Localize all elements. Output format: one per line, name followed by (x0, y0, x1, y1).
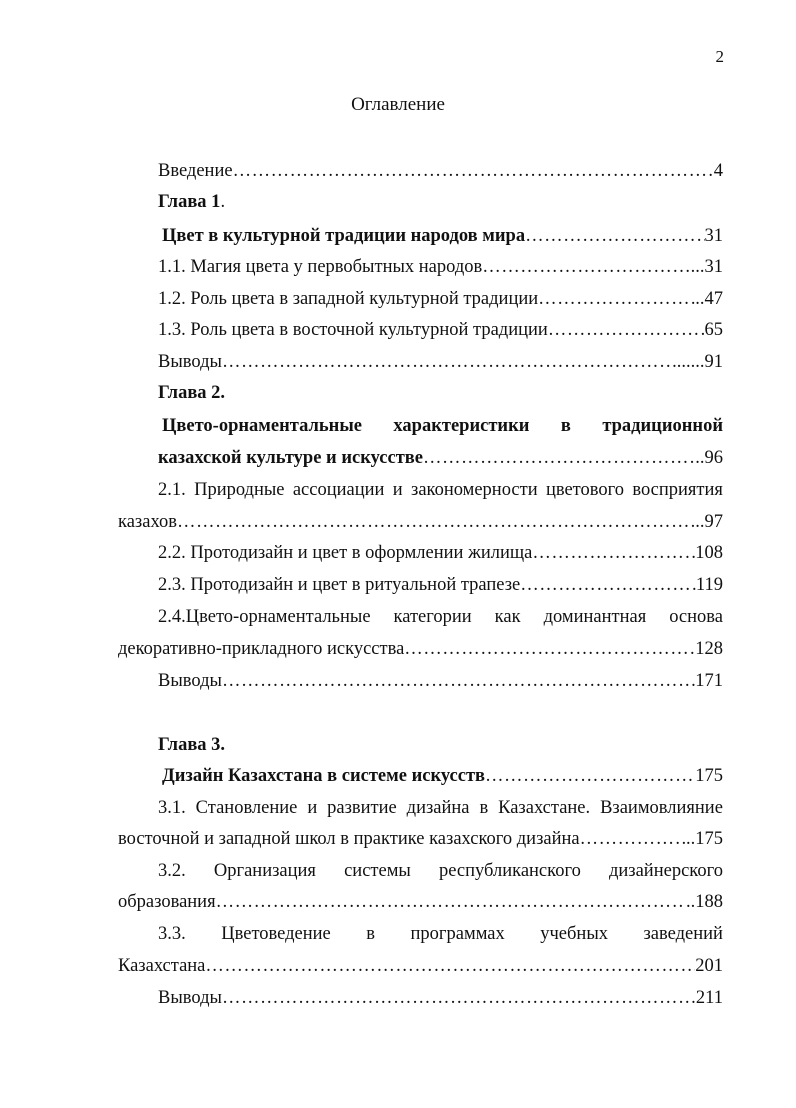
toc-entry-page: ..175 (686, 829, 723, 849)
word: учебных (540, 924, 608, 944)
toc-entry-2-1-line2 (118, 509, 723, 535)
word: 3.1. (158, 798, 186, 818)
word: 3.2. (158, 861, 186, 881)
toc-entry-page: 175 (695, 766, 723, 786)
leader-dots (580, 826, 686, 852)
chapter1-heading (158, 189, 723, 215)
toc-entry-text: Выводы (158, 671, 222, 691)
word: цветового (545, 480, 625, 500)
toc-entry-text: казахов (118, 512, 177, 532)
toc-entry-page: 4 (713, 161, 723, 181)
toc-entry-text: Выводы (158, 352, 222, 372)
toc-entry-text: 1.3. Роль цвета в восточной культурной традиции (158, 320, 548, 340)
chapter3-title (162, 763, 723, 789)
toc-entry-3-3-line2 (118, 953, 723, 979)
word: в (560, 416, 571, 436)
toc-entry-page: 201 (695, 956, 723, 976)
word: как (494, 607, 521, 627)
toc-entry-1-conclusions (158, 349, 723, 375)
toc-entry-text: Дизайн Казахстана в системе искусств (162, 766, 486, 786)
word: Природные (194, 480, 285, 500)
toc-entry-page: ...31 (690, 257, 723, 277)
page-number: 2 (715, 47, 724, 66)
leader-dots (205, 953, 695, 979)
leader-dots (404, 636, 695, 662)
toc-entry-3-1-line2 (118, 826, 723, 852)
word: характеристики (393, 416, 530, 436)
toc-entry-page: 171 (695, 671, 723, 691)
toc-entry-1-2 (158, 286, 723, 312)
leader-dots (548, 317, 705, 343)
word: закономерности (411, 480, 538, 500)
leader-dots (222, 668, 695, 694)
leader-dots (532, 540, 695, 566)
toc-title: Оглавление (351, 94, 445, 115)
word: 3.3. (158, 924, 186, 944)
word: дизайнерского (608, 861, 723, 881)
leader-dots (423, 445, 695, 471)
toc-entry-page: ..47 (695, 289, 723, 309)
chapter2-heading (158, 380, 723, 406)
toc-entry-3-2-line1 (158, 858, 723, 884)
word: заведений (643, 924, 723, 944)
toc-entry-page: 119 (695, 575, 723, 595)
word: ассоциации (292, 480, 385, 500)
chapter-heading-suffix: . (220, 192, 226, 212)
toc-entry-1-1 (158, 254, 723, 280)
word: и (307, 798, 318, 818)
toc-entry-text: Введение (158, 161, 233, 181)
leader-dots (482, 254, 690, 280)
word: основа (669, 607, 723, 627)
word: Казахстане. (498, 798, 591, 818)
leader-dots (177, 509, 691, 535)
toc-entry-2-2 (158, 540, 723, 566)
chapter3-heading (158, 732, 723, 758)
leader-dots (525, 223, 704, 249)
word: и (392, 480, 403, 500)
chapter2-title-line2 (158, 445, 723, 471)
toc-entry-1-3 (158, 317, 723, 343)
toc-entry-page: 108 (695, 543, 723, 563)
word: Становление (195, 798, 298, 818)
toc-entry-3-1-line1 (158, 795, 723, 821)
word: дизайна (406, 798, 470, 818)
word: Взаимовлияние (600, 798, 723, 818)
word: Организация (213, 861, 316, 881)
toc-entry-text: 1.1. Магия цвета у первобытных народов (158, 257, 483, 277)
leader-dots (538, 286, 695, 312)
chapter1-title (162, 223, 723, 249)
toc-entry-page: ..96 (695, 448, 723, 468)
toc-entry-3-3-line1 (158, 921, 723, 947)
word: развитие (327, 798, 397, 818)
toc-entry-text: восточной и западной школ в практике казахского дизайна (118, 829, 580, 849)
word: в (366, 924, 376, 944)
chapter2-title-line1 (162, 413, 723, 439)
toc-entry-2-4-line2 (118, 636, 723, 662)
leader-dots (485, 763, 695, 789)
chapter-heading-text: Глава 3. (158, 735, 226, 755)
toc-entry-intro (158, 158, 723, 184)
word: системы (344, 861, 411, 881)
toc-entry-2-1-line1 (158, 477, 723, 503)
word: республиканского (438, 861, 581, 881)
toc-entry-text: декоративно-прикладного искусства (118, 639, 405, 659)
word: 2.1. (158, 480, 186, 500)
toc-entry-page: 128 (695, 639, 723, 659)
toc-entry-text: образования (118, 892, 216, 912)
leader-dots (233, 158, 714, 184)
chapter-heading-text: Глава 2. (158, 383, 226, 403)
toc-entry-2-3 (158, 572, 723, 598)
toc-entry-2-conclusions (158, 668, 723, 694)
word: традиционной (602, 416, 723, 436)
word: доминантная (543, 607, 647, 627)
toc-entry-text: Казахстана (118, 956, 206, 976)
toc-entry-text: 2.2. Протодизайн и цвет в оформлении жилища (158, 543, 533, 563)
toc-entry-page: 65 (704, 320, 723, 340)
word: 2.4.Цвето-орнаментальные (158, 607, 371, 627)
word: категории (393, 607, 472, 627)
toc-entry-3-conclusions (158, 985, 723, 1011)
toc-entry-text: 1.2. Роль цвета в западной культурной традиции (158, 289, 539, 309)
word: в (479, 798, 489, 818)
toc-entry-2-4-line1 (158, 604, 723, 630)
toc-entry-page: .......91 (672, 352, 723, 372)
word: Цветоведение (221, 924, 331, 944)
leader-dots (216, 889, 686, 915)
toc-entry-page: 31 (704, 226, 723, 246)
toc-entry-3-2-line2 (118, 889, 723, 915)
leader-dots (222, 985, 696, 1011)
toc-entry-page: ..188 (686, 892, 723, 912)
leader-dots (222, 349, 672, 375)
toc-entry-text: казахской культуре и искусстве (158, 448, 423, 468)
chapter-heading-text: Глава 1 (158, 192, 221, 212)
word: восприятия (632, 480, 723, 500)
toc-entry-text: Цвет в культурной традиции народов мира (162, 226, 526, 246)
leader-dots (520, 572, 696, 598)
word: программах (410, 924, 505, 944)
toc-entry-text: 2.3. Протодизайн и цвет в ритуальной трапезе (158, 575, 521, 595)
toc-entry-text: Выводы (158, 988, 222, 1008)
toc-entry-page: 211 (695, 988, 723, 1008)
toc-entry-page: ...97 (690, 512, 723, 532)
word: Цвето-орнаментальные (162, 416, 362, 436)
